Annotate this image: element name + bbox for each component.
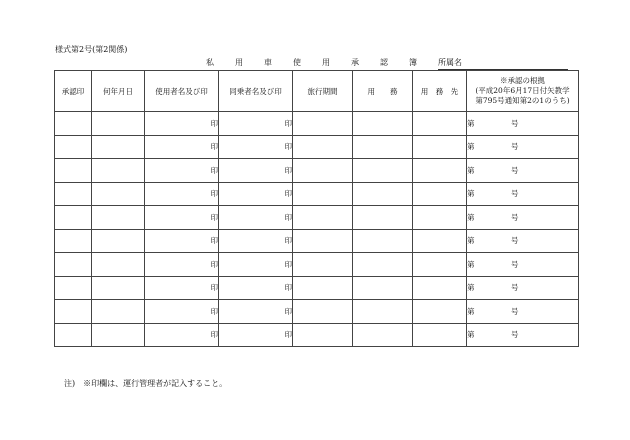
cell-approval-seal[interactable] xyxy=(55,206,92,230)
cell-date[interactable] xyxy=(92,300,145,324)
table-row xyxy=(55,206,579,230)
cell-travel-period[interactable] xyxy=(293,276,353,300)
cell-user-seal[interactable]: 印 xyxy=(145,300,219,324)
permit-go: 号 xyxy=(511,259,519,269)
cell-business[interactable] xyxy=(353,323,413,347)
affiliation-label: 所属名 xyxy=(438,58,462,67)
cell-destination[interactable] xyxy=(413,206,467,230)
cell-business[interactable] xyxy=(353,229,413,253)
cell-business[interactable] xyxy=(353,276,413,300)
table-row xyxy=(55,229,579,253)
col-business: 用 務 xyxy=(353,71,413,112)
cell-passenger-seal[interactable]: 印 xyxy=(219,300,293,324)
table-row xyxy=(55,253,579,277)
cell-user-seal[interactable]: 印 xyxy=(145,159,219,183)
table-row xyxy=(55,159,579,183)
permit-dai: 第 xyxy=(467,306,475,316)
title-char: 私 xyxy=(206,58,214,67)
permit-dai: 第 xyxy=(467,283,475,293)
cell-business[interactable] xyxy=(353,253,413,277)
permit-dai: 第 xyxy=(467,189,475,199)
cell-user-seal[interactable]: 印 xyxy=(145,253,219,277)
permit-go: 号 xyxy=(511,330,519,340)
approval-ledger-table xyxy=(54,70,579,347)
title-char: 用 xyxy=(235,58,243,67)
cell-date[interactable] xyxy=(92,323,145,347)
table-row xyxy=(55,323,579,347)
col-destination: 用 務 先 xyxy=(413,71,467,112)
cell-permit-number[interactable] xyxy=(467,159,579,183)
cell-destination[interactable] xyxy=(413,323,467,347)
col-approval-seal: 承認印 xyxy=(55,71,92,112)
cell-passenger-seal[interactable]: 印 xyxy=(219,112,293,136)
cell-date[interactable] xyxy=(92,253,145,277)
basis-line: 第795号通知第2の1のうち) xyxy=(475,96,570,105)
cell-passenger-seal[interactable]: 印 xyxy=(219,159,293,183)
cell-business[interactable] xyxy=(353,300,413,324)
cell-permit-number[interactable] xyxy=(467,300,579,324)
cell-date[interactable] xyxy=(92,112,145,136)
cell-approval-seal[interactable] xyxy=(55,323,92,347)
cell-approval-seal[interactable] xyxy=(55,135,92,159)
title-char: 車 xyxy=(264,58,272,67)
cell-travel-period[interactable] xyxy=(293,112,353,136)
cell-business[interactable] xyxy=(353,159,413,183)
cell-business[interactable] xyxy=(353,206,413,230)
cell-passenger-seal[interactable]: 印 xyxy=(219,323,293,347)
title-char: 承 xyxy=(351,58,359,67)
cell-destination[interactable] xyxy=(413,135,467,159)
title-char: 認 xyxy=(380,58,388,67)
cell-destination[interactable] xyxy=(413,276,467,300)
cell-approval-seal[interactable] xyxy=(55,276,92,300)
cell-date[interactable] xyxy=(92,229,145,253)
permit-dai: 第 xyxy=(467,118,475,128)
cell-date[interactable] xyxy=(92,135,145,159)
cell-travel-period[interactable] xyxy=(293,229,353,253)
col-date: 何年月日 xyxy=(92,71,145,112)
cell-destination[interactable] xyxy=(413,229,467,253)
permit-dai: 第 xyxy=(467,259,475,269)
cell-user-seal[interactable]: 印 xyxy=(145,182,219,206)
cell-passenger-seal[interactable]: 印 xyxy=(219,253,293,277)
cell-destination[interactable] xyxy=(413,253,467,277)
ledger-body xyxy=(55,112,579,347)
basis-line: (平成20年6月17日付矢教学 xyxy=(475,86,570,95)
cell-permit-number[interactable] xyxy=(467,229,579,253)
cell-passenger-seal[interactable]: 印 xyxy=(219,276,293,300)
col-travel-period: 旅行期間 xyxy=(293,71,353,112)
cell-user-seal[interactable]: 印 xyxy=(145,276,219,300)
cell-travel-period[interactable] xyxy=(293,300,353,324)
permit-go: 号 xyxy=(511,142,519,152)
permit-dai: 第 xyxy=(467,165,475,175)
cell-passenger-seal[interactable]: 印 xyxy=(219,182,293,206)
form-number-label: 様式第2号(第2関係) xyxy=(55,45,128,54)
cell-destination[interactable] xyxy=(413,159,467,183)
cell-approval-seal[interactable] xyxy=(55,253,92,277)
permit-dai: 第 xyxy=(467,330,475,340)
permit-go: 号 xyxy=(511,306,519,316)
cell-date[interactable] xyxy=(92,182,145,206)
cell-permit-number[interactable] xyxy=(467,182,579,206)
cell-passenger-seal[interactable]: 印 xyxy=(219,229,293,253)
table-row xyxy=(55,300,579,324)
permit-go: 号 xyxy=(511,165,519,175)
table-row xyxy=(55,182,579,206)
cell-destination[interactable] xyxy=(413,112,467,136)
permit-dai: 第 xyxy=(467,212,475,222)
cell-user-seal[interactable]: 印 xyxy=(145,112,219,136)
basis-line: ※承認の根拠 xyxy=(500,76,545,85)
cell-travel-period[interactable] xyxy=(293,182,353,206)
ledger-title xyxy=(206,57,438,68)
affiliation-field[interactable] xyxy=(438,57,568,70)
permit-dai: 第 xyxy=(467,142,475,152)
cell-date[interactable] xyxy=(92,159,145,183)
cell-passenger-seal[interactable]: 印 xyxy=(219,206,293,230)
cell-travel-period[interactable] xyxy=(293,253,353,277)
permit-go: 号 xyxy=(511,283,519,293)
col-approval-basis xyxy=(467,71,579,112)
table-row xyxy=(55,112,579,136)
permit-go: 号 xyxy=(511,236,519,246)
permit-go: 号 xyxy=(511,118,519,128)
cell-approval-seal[interactable] xyxy=(55,112,92,136)
permit-go: 号 xyxy=(511,212,519,222)
footnote: 注) ※印欄は、運行管理者が記入すること。 xyxy=(64,379,228,388)
cell-travel-period[interactable] xyxy=(293,206,353,230)
permit-go: 号 xyxy=(511,189,519,199)
cell-permit-number[interactable] xyxy=(467,135,579,159)
cell-destination[interactable] xyxy=(413,300,467,324)
cell-travel-period[interactable] xyxy=(293,323,353,347)
cell-approval-seal[interactable] xyxy=(55,182,92,206)
permit-dai: 第 xyxy=(467,236,475,246)
title-char: 使 xyxy=(293,58,301,67)
cell-approval-seal[interactable] xyxy=(55,300,92,324)
cell-travel-period[interactable] xyxy=(293,135,353,159)
title-char: 簿 xyxy=(409,58,417,67)
table-row xyxy=(55,276,579,300)
cell-user-seal[interactable]: 印 xyxy=(145,206,219,230)
cell-date[interactable] xyxy=(92,206,145,230)
header-row xyxy=(55,71,579,112)
table-row xyxy=(55,135,579,159)
col-passenger-name-seal: 同乗者名及び印 xyxy=(219,71,293,112)
cell-destination[interactable] xyxy=(413,182,467,206)
cell-business[interactable] xyxy=(353,182,413,206)
cell-permit-number[interactable] xyxy=(467,112,579,136)
cell-business[interactable] xyxy=(353,112,413,136)
cell-approval-seal[interactable] xyxy=(55,159,92,183)
col-user-name-seal: 使用者名及び印 xyxy=(145,71,219,112)
cell-permit-number[interactable] xyxy=(467,276,579,300)
cell-business[interactable] xyxy=(353,135,413,159)
cell-travel-period[interactable] xyxy=(293,159,353,183)
cell-user-seal[interactable]: 印 xyxy=(145,135,219,159)
cell-user-seal[interactable]: 印 xyxy=(145,229,219,253)
cell-date[interactable] xyxy=(92,276,145,300)
cell-passenger-seal[interactable]: 印 xyxy=(219,135,293,159)
title-char: 用 xyxy=(322,58,330,67)
cell-permit-number[interactable] xyxy=(467,323,579,347)
cell-user-seal[interactable]: 印 xyxy=(145,323,219,347)
cell-permit-number[interactable] xyxy=(467,206,579,230)
cell-approval-seal[interactable] xyxy=(55,229,92,253)
cell-permit-number[interactable] xyxy=(467,253,579,277)
